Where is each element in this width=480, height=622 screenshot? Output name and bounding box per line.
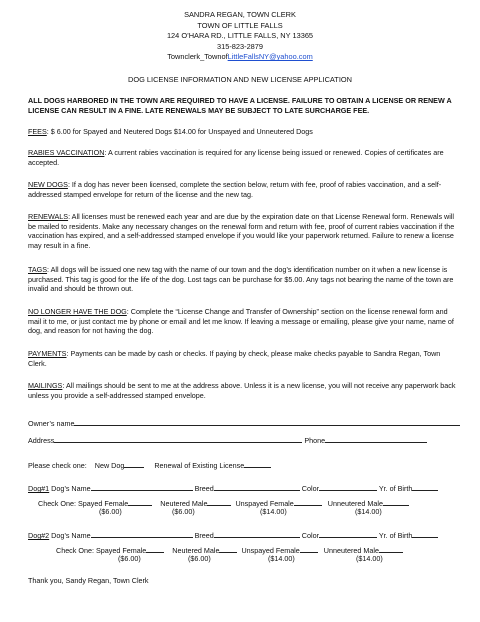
renewal-label: Renewal of Existing License	[154, 461, 245, 470]
mailings-section	[28, 381, 456, 400]
dog1-spayed-field[interactable]	[128, 497, 152, 506]
renewals-label: RENEWALS	[28, 212, 69, 221]
dog2-check-one: Check One: Spayed Female	[56, 546, 147, 555]
no-longer-section	[28, 307, 456, 336]
dog1-name-label: Dog’s Name	[49, 484, 91, 493]
dog1-breed-label: Breed	[194, 484, 214, 493]
no-longer-label: NO LONGER HAVE THE DOG	[28, 307, 127, 316]
dog1-neutered-field[interactable]	[207, 497, 231, 506]
dog2-year-label: Yr. of Birth	[378, 531, 413, 540]
dog2-spayed-field[interactable]	[146, 544, 164, 553]
new-dog-field[interactable]	[124, 459, 144, 468]
dog2-price-unspayed: ($14.00)	[268, 554, 295, 563]
rabies-label: RABIES VACCINATION	[28, 148, 105, 157]
dog1-check-one: Check One: Spayed Female	[38, 499, 129, 508]
clerk-address: 124 O’HARA RD., LITTLE FALLS, NY 13365	[166, 31, 314, 41]
dog1-price-spayed: ($6.00)	[99, 507, 122, 516]
no-longer-text: : Complete the “License Change and Transfer of Ownership” section on the license renewal form and mail it to me, or just contact me by phone or email and let me know. If leaving a message or emailing, please give your name, name of dog, and reason for not having the dog.	[28, 307, 454, 335]
clerk-name: SANDRA REGAN, TOWN CLERK	[184, 10, 296, 19]
dog2-price-spayed: ($6.00)	[118, 554, 141, 563]
dog2-price-neutered: ($6.00)	[188, 554, 211, 563]
email-prefix: Townclerk_Townof	[167, 52, 228, 62]
dog1-year-label: Yr. of Birth	[378, 484, 413, 493]
renewal-field[interactable]	[244, 459, 271, 468]
new-dogs-section	[28, 180, 456, 199]
phone-label: Phone	[304, 436, 326, 445]
clerk-email	[0, 52, 480, 63]
document-title: DOG LICENSE INFORMATION AND NEW LICENSE APPLICATION	[128, 75, 352, 84]
dog1-unneutered-field[interactable]	[383, 497, 409, 506]
dog2-name-field[interactable]	[91, 529, 193, 538]
dog1-year-field[interactable]	[412, 482, 438, 491]
dog1-breed-field[interactable]	[214, 482, 300, 491]
new-dog-label: New Dog	[94, 461, 125, 470]
dog1-price-unspayed: ($14.00)	[260, 507, 287, 516]
dog2-row	[28, 529, 438, 541]
renewals-section	[28, 212, 456, 250]
address-label: Address	[28, 436, 55, 445]
dog1-price-neutered: ($6.00)	[172, 507, 195, 516]
address-row	[28, 434, 427, 446]
clerk-phone: 315-823-2879	[216, 41, 264, 51]
dog2-price-unneutered: ($14.00)	[356, 554, 383, 563]
dog1-color-field[interactable]	[319, 482, 377, 491]
closing-signature: Thank you, Sandy Regan, Town Clerk	[28, 576, 149, 585]
dog2-sex-row	[56, 544, 403, 556]
tags-text: : All dogs will be issued one new tag with the name of our town and the dog’s identification number on it when a new license is purchased. This tag is good for the life of the dog. Lost tags can be purchase for $5.00. Any tags not bearing the name of the town are invalid and should be thrown out.	[28, 265, 454, 293]
dog1-unspayed-label: Unspayed Female	[235, 499, 294, 508]
renewals-text: : All licenses must be renewed each year and are due by the expiration date on that License Renewal form. Renewals will be mailed to residents. Make any necessary changes on the renewal form and return with fee, proof of current rabies vaccination if the vaccination has expired, and a self-addressed stamped envelope if you would like your paperwork returned. Failure to renew a license may result in a fine.	[28, 212, 455, 250]
new-dogs-label: NEW DOGS	[28, 180, 68, 189]
tags-section	[28, 265, 456, 294]
mailings-text: : All mailings should be sent to me at the address above. Unless it is a new license, you will not receive any paperwork back unless you provide a self-addressed stamped envelope.	[28, 381, 456, 400]
dog2-neutered-field[interactable]	[219, 544, 237, 553]
payments-section	[28, 349, 456, 368]
dog2-neutered-label: Neutered Male	[172, 546, 220, 555]
dog1-price-unneutered: ($14.00)	[355, 507, 382, 516]
dog1-row	[28, 482, 438, 494]
fees-text: : $ 6.00 for Spayed and Neutered Dogs $14.00 for Unspayed and Unneutered Dogs	[46, 127, 313, 136]
owner-name-field[interactable]	[74, 417, 460, 426]
dog1-color-label: Color	[301, 484, 319, 493]
fees-label: FEES	[28, 127, 47, 136]
dog1-unspayed-field[interactable]	[294, 497, 322, 506]
dog2-prefix: Dog#2	[28, 531, 50, 540]
dog2-color-field[interactable]	[319, 529, 377, 538]
dog1-neutered-label: Neutered Male	[160, 499, 208, 508]
dog1-name-field[interactable]	[91, 482, 193, 491]
owner-label: Owner’s name	[28, 419, 75, 428]
license-warning: ALL DOGS HARBORED IN THE TOWN ARE REQUIRED TO HAVE A LICENSE. FAILURE TO OBTAIN A LICENSE OR RENEW A LICENSE CAN RESULT IN A FINE. LATE RENEWALS MAY BE SUBJECT TO LATE SURCHARGE FEE.	[28, 96, 452, 115]
dog1-unneutered-label: Unneutered Male	[327, 499, 383, 508]
dog1-sex-row	[38, 497, 409, 509]
dog2-year-field[interactable]	[412, 529, 438, 538]
dog2-color-label: Color	[301, 531, 319, 540]
owner-row	[28, 417, 460, 429]
mailings-label: MAILINGS	[28, 381, 63, 390]
dog2-unspayed-field[interactable]	[300, 544, 318, 553]
license-type-row	[28, 459, 271, 471]
rabies-section	[28, 148, 456, 167]
payments-text: : Payments can be made by cash or checks. If paying by check, please make checks payable to Sandra Regan, Town Clerk.	[28, 349, 441, 368]
check-one-label: Please check one:	[28, 461, 87, 470]
dog2-breed-label: Breed	[194, 531, 214, 540]
letterhead	[0, 10, 480, 63]
rabies-text: : A current rabies vaccination is required for any license being issued or renewed. Copies of certificates are accepted.	[28, 148, 444, 167]
address-field[interactable]	[54, 434, 302, 443]
dog2-name-label: Dog’s Name	[49, 531, 91, 540]
fees-section	[28, 127, 456, 137]
dog1-prefix: Dog#1	[28, 484, 50, 493]
town-name: TOWN OF LITTLE FALLS	[197, 20, 283, 30]
dog2-breed-field[interactable]	[214, 529, 300, 538]
email-link[interactable]: LittleFallsNY@yahoo.com	[227, 52, 313, 62]
new-dogs-text: : If a dog has never been licensed, complete the section below, return with fee, proof of rabies vaccination, and a self-addressed stamped envelope for return of the license and the new tag.	[28, 180, 442, 199]
tags-label: TAGS	[28, 265, 48, 274]
dog2-unspayed-label: Unspayed Female	[241, 546, 300, 555]
dog2-unneutered-label: Unneutered Male	[323, 546, 379, 555]
payments-label: PAYMENTS	[28, 349, 67, 358]
phone-field[interactable]	[325, 434, 427, 443]
dog2-unneutered-field[interactable]	[379, 544, 403, 553]
